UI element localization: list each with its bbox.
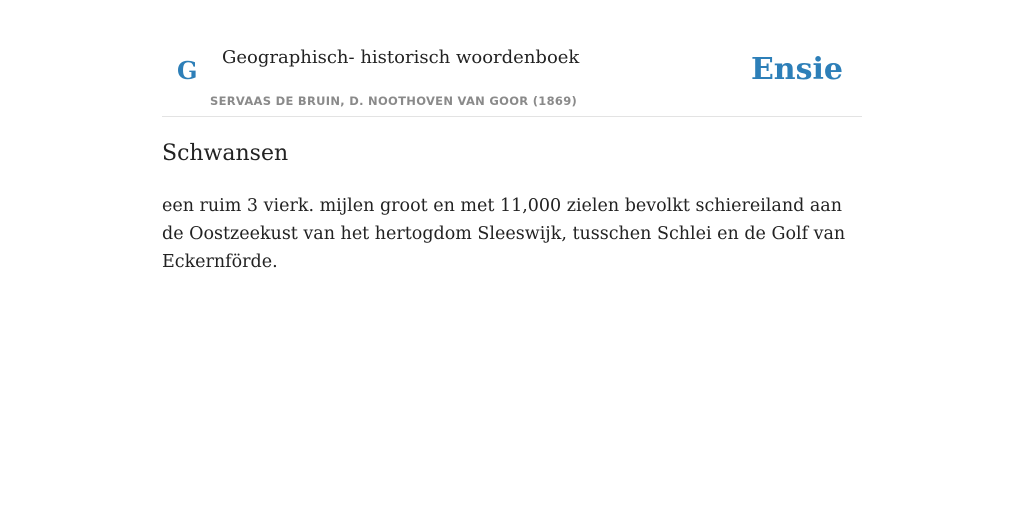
entry-body: een ruim 3 vierk. mijlen groot en met 11,000 zielen bevolkt schiereiland aan de Oostzeekust van het hertogdom Sleeswijk, tusschen Schlei en de Golf van Eckernförde.	[162, 196, 846, 272]
book-header	[162, 38, 862, 117]
ensie-logo-link[interactable]: Ensie	[750, 52, 843, 87]
book-letter-link[interactable]: G	[177, 56, 198, 85]
book-authors: SERVAAS DE BRUIN, D. NOOTHOVEN VAN GOOR (1869)	[210, 94, 578, 108]
book-title[interactable]: Geographisch- historisch woordenboek	[222, 47, 580, 68]
entry-title: Schwansen	[162, 141, 289, 166]
